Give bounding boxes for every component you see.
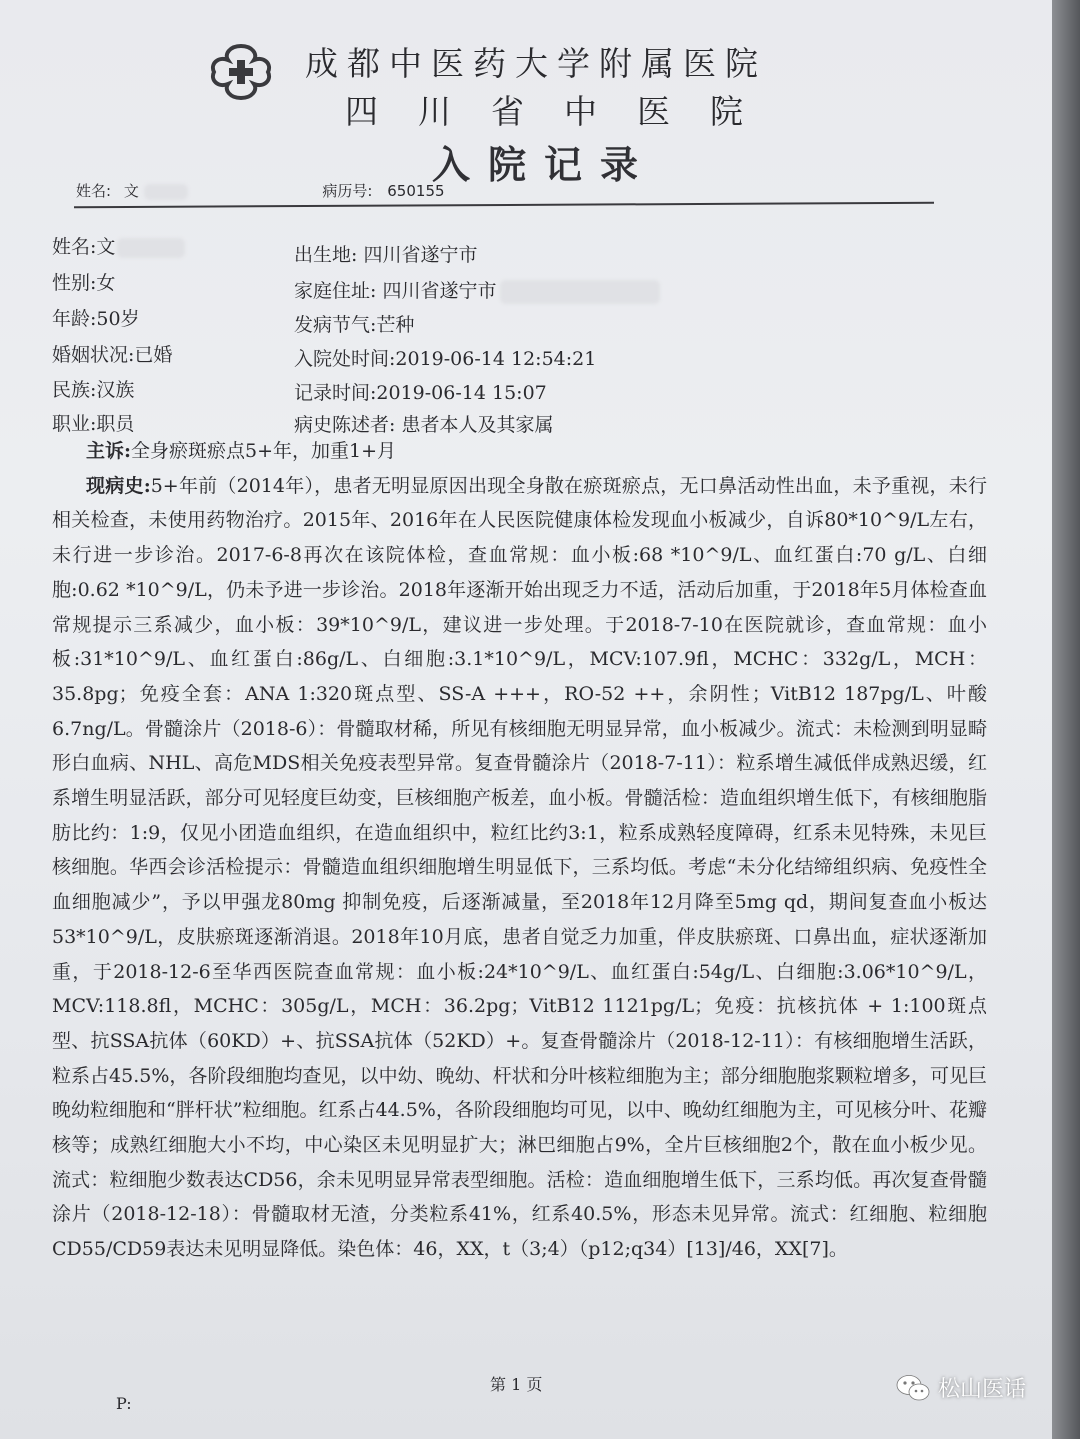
home-address: 家庭住址: 四川省遂宁市 bbox=[294, 276, 660, 304]
background-edge bbox=[1052, 0, 1080, 1439]
patient-occupation: 职业:职员 bbox=[52, 413, 135, 435]
patient-age: 年龄:50岁 bbox=[52, 308, 140, 330]
record-time: 记录时间:2019-06-14 15:07 bbox=[294, 382, 547, 404]
record-number-label: 病历号: bbox=[322, 182, 373, 200]
watermark bbox=[896, 1372, 1026, 1403]
wechat-icon bbox=[896, 1374, 930, 1402]
patient-ethnicity: 民族:汉族 bbox=[52, 379, 135, 401]
header-name-label: 姓名: bbox=[76, 182, 112, 200]
present-illness-text: 5+年前（2014年），患者无明显原因出现全身散在瘀斑瘀点，无口鼻活动性出血，未予重视，未行相关检查，未使用药物治疗。2015年、2016年在人民医院健康体检发现血小板减少，自诉80*10^9/L左右，未行进一步诊治。2017-6-8再次在该院体检，查血常规：血小板:68 *10^9/L、血红蛋白:70 g/L、白细胞:0.62 *10^9/L，仍未予进一步诊治。2018年逐渐开始出现乏力不适，活动后加重，于2018年5月体检查血常规提示三系减少，血小板：39*10^9/L，建议进一步处理。于2018-7-10在医院就诊，查血常规：血小板:31*10^9/L、血红蛋白:86g/L、白细胞:3.1*10^9/L，MCV:107.9fl，MCHC：332g/L，MCH：35.8pg；免疫全套：ANA 1:320斑点型、SS-A +++，RO-52 ++，余阴性；VitB12 187pg/L、叶酸6.7ng/L。骨髓涂片（2018-6）：骨髓取材稀，所见有核细胞无明显异常，血小板减少。流式：未检测到明显畸形白血病、NHL、高危MDS相关免疫表型异常。复查骨髓涂片（2018-7-11）：粒系增生减低伴成熟迟缓，红系增生明显活跃，部分可见轻度巨幼变，巨核细胞产板差，血小板。骨髓活检：造血组织增生低下，有核细胞脂肪比约：1:9，仅见小团造血组织，在造血组织中，粒红比约3:1，粒系成熟轻度障碍，红系未见特殊，未见巨核细胞。华西会诊活检提示：骨髓造血组织细胞增生明显低下，三系均低。考虑“未分化结缔组织病、免疫性全血细胞减少”，予以甲强龙80mg 抑制免疫，后逐渐减量，至2018年12月降至5mg qd，期间复查血小板达53*10^9/L，皮肤瘀斑逐渐消退。2018年10月底，患者自觉乏力加重，伴皮肤瘀斑、口鼻出血，症状逐渐加重，于2018-12-6至华西医院查血常规：血小板:24*10^9/L、血红蛋白:54g/L、白细胞:3.06*10^9/L，MCV:118.8fl，MCHC：305g/L，MCH：36.2pg；VitB12 1121pg/L；免疫：抗核抗体 + 1:100斑点型、抗SSA抗体（60KD）+、抗SSA抗体（52KD）+。复查骨髓涂片（2018-12-11）：有核细胞增生活跃，粒系占45.5%，各阶段细胞均查见，以中幼、晚幼、杆状和分叶核粒细胞为主；部分细胞胞浆颗粒增多，可见巨晚幼粒细胞和“胖杆状”粒细胞。红系占44.5%，各阶段细胞均可见，以中、晚幼红细胞为主，可见核分叶、花瓣核等；成熟红细胞大小不均，中心染区未见明显扩大；淋巴细胞占9%，全片巨核细胞2个，散在血小板少见。流式：粒细胞少数表达CD56，余未见明显异常表型细胞。活检：造血细胞增生低下，三系均低。再次复查骨髓涂片（2018-12-18）：骨髓取材无渣，分类粒系41%，红系40.5%，形态未见异常。流式：红细胞、粒细胞CD55/CD59表达未见明显降低。染色体：46，XX，t（3;4）（p12;q34）[13]/46，XX[7]。 bbox=[52, 474, 987, 1261]
patient-sex: 性别:女 bbox=[52, 272, 116, 294]
present-illness bbox=[52, 469, 987, 1267]
header-name-value: 文 bbox=[123, 182, 139, 200]
page-footer-mark: P: bbox=[116, 1394, 132, 1413]
birthplace: 出生地: 四川省遂宁市 bbox=[294, 244, 478, 266]
document-title: 入院记录 bbox=[432, 142, 657, 187]
chief-complaint-label: 主诉: bbox=[86, 440, 132, 462]
hospital-logo bbox=[206, 40, 276, 104]
admission-time: 入院处时间:2019-06-14 12:54:21 bbox=[294, 348, 597, 370]
record-number-value: 650155 bbox=[387, 182, 445, 200]
onset-season: 发病节气:芒种 bbox=[294, 314, 415, 336]
present-illness-label: 现病史: bbox=[86, 474, 151, 497]
chief-complaint-text: 全身瘀斑瘀点5+年，加重1+月 bbox=[131, 440, 397, 462]
hospital-name-line1: 成都中医药大学附属医院 bbox=[305, 44, 767, 83]
header-divider bbox=[74, 202, 934, 209]
history-narrator: 病史陈述者: 患者本人及其家属 bbox=[294, 414, 554, 436]
patient-name: 姓名:文 bbox=[52, 232, 185, 259]
patient-marital-status: 婚姻状况:已婚 bbox=[52, 344, 173, 366]
header-row bbox=[76, 180, 445, 201]
record-body bbox=[52, 434, 987, 1267]
hospital-name-line2: 四川省中医院 bbox=[345, 92, 783, 131]
redaction-blur bbox=[144, 184, 188, 200]
page-number: 第 1 页 bbox=[490, 1375, 543, 1394]
chief-complaint bbox=[52, 434, 987, 469]
watermark-text: 松山医话 bbox=[938, 1377, 1027, 1402]
